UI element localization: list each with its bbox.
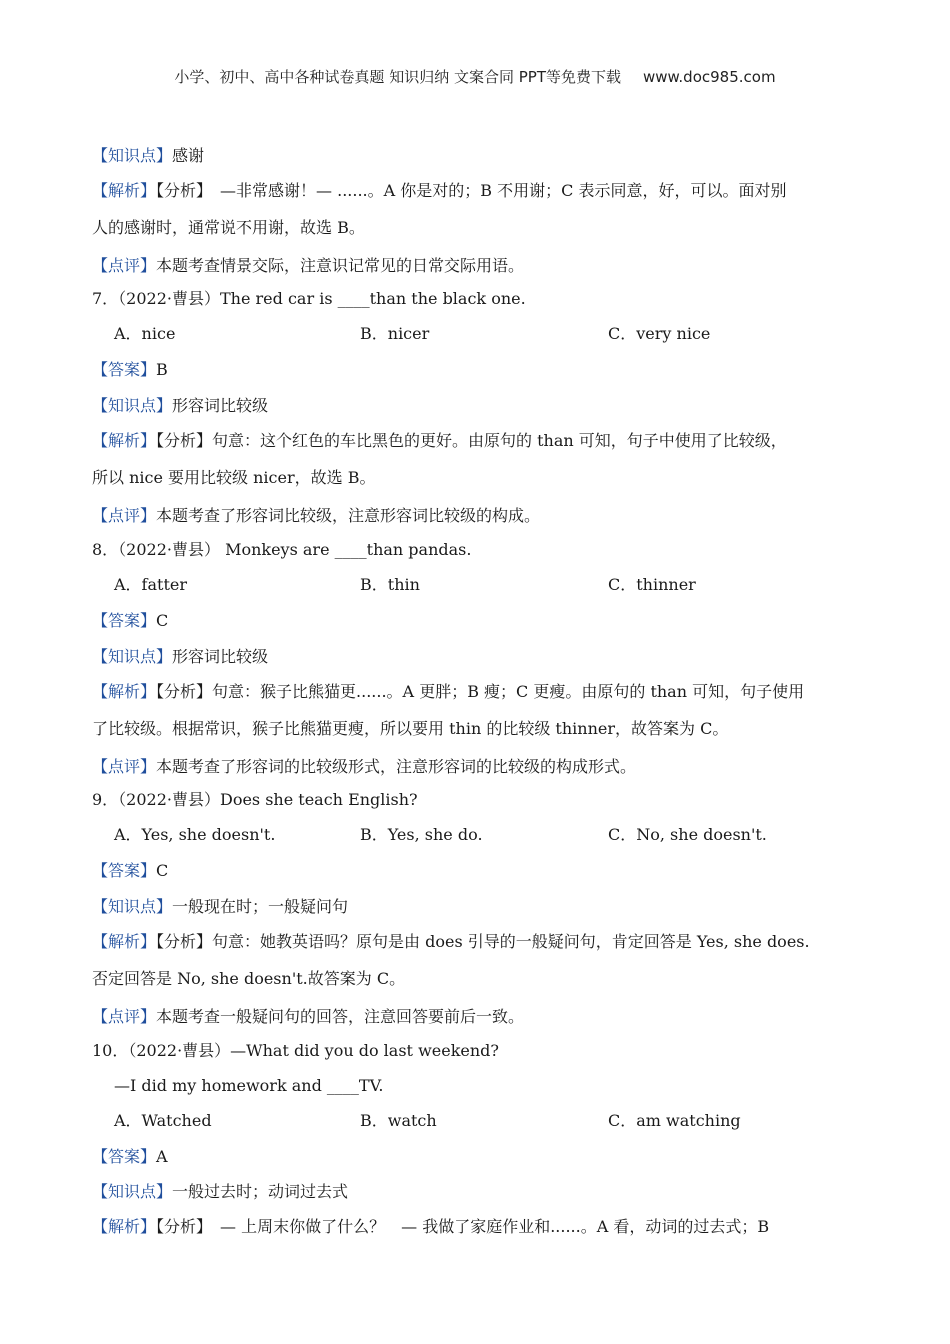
prev-analysis-line1: 【解析】【分析】 —非常感谢！— ......。A 你是对的；B 不用谢；C 表示同意，好，可以。面对别	[92, 181, 787, 200]
q7-comment: 【点评】本题考查了形容词比较级，注意形容词比较级的构成。	[92, 506, 541, 525]
q8-analysis-line1: 【解析】【分析】句意：猴子比熊猫更......。A 更胖；B 瘦；C 更瘦。由原句的 than 可知，句子使用	[92, 682, 805, 701]
q7-option-b: B．nicer	[360, 324, 430, 343]
q7-knowledge: 【知识点】形容词比较级	[92, 396, 269, 415]
q7-options	[92, 322, 860, 346]
q10-options	[92, 1109, 860, 1133]
q8-analysis-line2: 了比较级。根据常识，猴子比熊猫更瘦，所以要用 thin 的比较级 thinner，故答案为 C。	[92, 719, 729, 738]
q7-stem: 7．（2022·曹县）The red car is ____than the black one.	[92, 289, 526, 308]
q8-option-a: A．fatter	[114, 575, 187, 594]
q10-stem: 10．（2022·曹县）—What did you do last weekend?	[92, 1041, 499, 1060]
q8-option-c: C．thinner	[608, 575, 696, 594]
q8-knowledge: 【知识点】形容词比较级	[92, 647, 269, 666]
q10-option-c: C．am watching	[608, 1111, 741, 1130]
q7-option-a: A．nice	[114, 324, 176, 343]
page-header	[0, 66, 950, 87]
q10-answer: 【答案】A	[92, 1147, 168, 1166]
q8-comment: 【点评】本题考查了形容词的比较级形式，注意形容词的比较级的构成形式。	[92, 757, 637, 776]
q7-option-c: C．very nice	[608, 324, 711, 343]
prev-analysis-line2: 人的感谢时，通常说不用谢，故选 B。	[92, 218, 365, 237]
q9-option-a: A．Yes, she doesn't.	[114, 825, 276, 844]
q7-analysis-line2: 所以 nice 要用比较级 nicer，故选 B。	[92, 468, 376, 487]
q9-analysis-line1: 【解析】【分析】句意：她教英语吗？原句是由 does 引导的一般疑问句，肯定回答是 Yes, she does.	[92, 932, 810, 951]
q9-stem: 9．（2022·曹县）Does she teach English?	[92, 790, 418, 809]
q10-knowledge: 【知识点】一般过去时；动词过去式	[92, 1182, 349, 1201]
q9-option-c: C．No, she doesn't.	[608, 825, 767, 844]
q8-answer: 【答案】C	[92, 611, 169, 630]
q7-analysis-line1: 【解析】【分析】句意：这个红色的车比黑色的更好。由原句的 than 可知，句子中使用了比较级，	[92, 431, 787, 450]
prev-knowledge: 【知识点】感谢	[92, 146, 205, 165]
header-text: 小学、初中、高中各种试卷真题 知识归纳 文案合同 PPT等免费下载	[174, 68, 621, 86]
q9-knowledge: 【知识点】一般现在时；一般疑问句	[92, 897, 349, 916]
q9-answer: 【答案】C	[92, 861, 169, 880]
q8-options	[92, 573, 860, 597]
q9-option-b: B．Yes, she do.	[360, 825, 483, 844]
q8-stem: 8．（2022·曹县） Monkeys are ____than pandas.	[92, 540, 472, 559]
q8-option-b: B．thin	[360, 575, 420, 594]
q10-stem-reply: —I did my homework and ____TV.	[114, 1076, 384, 1095]
q9-analysis-line2: 否定回答是 No, she doesn't.故答案为 C。	[92, 969, 406, 988]
q7-answer: 【答案】B	[92, 360, 168, 379]
header-site: www.doc985.com	[642, 68, 776, 86]
q10-option-a: A．Watched	[114, 1111, 212, 1130]
q9-options	[92, 823, 860, 847]
q10-analysis-line1: 【解析】【分析】 — 上周末你做了什么？ — 我做了家庭作业和......。A 看，动词的过去式；B	[92, 1217, 770, 1236]
q10-option-b: B．watch	[360, 1111, 437, 1130]
prev-comment: 【点评】本题考查情景交际，注意识记常见的日常交际用语。	[92, 256, 525, 275]
q9-comment: 【点评】本题考查一般疑问句的回答，注意回答要前后一致。	[92, 1007, 525, 1026]
